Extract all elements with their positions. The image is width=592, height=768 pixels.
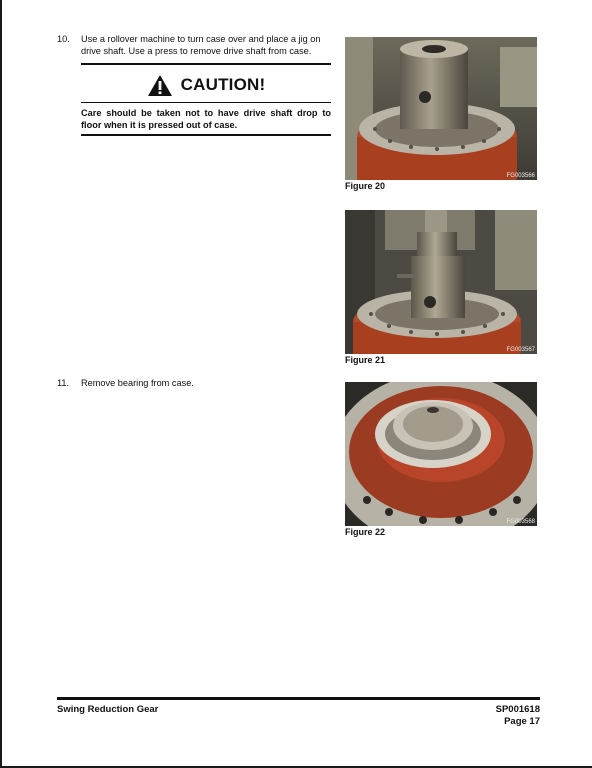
- figure-20-photo: [345, 37, 537, 180]
- step-text-line2: drive shaft. Use a press to remove drive shaft from case.: [81, 46, 312, 56]
- step-number: 11.: [57, 378, 70, 388]
- step-number: 10.: [57, 34, 70, 44]
- figure-id: FG003567: [506, 347, 535, 353]
- caution-mid-rule: [81, 102, 331, 103]
- figure-20-caption: Figure 20: [345, 181, 386, 191]
- caution-top-rule: [81, 63, 331, 65]
- warning-triangle-icon: [147, 74, 173, 97]
- footer-title: Swing Reduction Gear: [57, 704, 159, 715]
- step-11: [57, 377, 257, 391]
- caution-header: [81, 70, 331, 100]
- figure-22-caption: Figure 22: [345, 527, 386, 537]
- figure-21-caption: Figure 21: [345, 355, 386, 365]
- step-10: [57, 33, 337, 59]
- figure-id: FG003568: [506, 519, 535, 525]
- doc-number: SP001618: [495, 704, 540, 715]
- footer-rule: [57, 697, 540, 700]
- footer-page-info: [496, 704, 540, 728]
- page-number: Page 17: [504, 716, 540, 727]
- caution-text: Care should be taken not to have drive shaft drop to floor when it is pressed out of case.: [81, 108, 331, 130]
- figure-id: FG003566: [506, 173, 535, 179]
- figure-21-photo: [345, 210, 537, 354]
- caution-bottom-rule: [81, 134, 331, 136]
- step-text-line1: Use a rollover machine to turn case over and place a jig on: [81, 34, 321, 44]
- caution-title: CAUTION!: [180, 75, 266, 94]
- page-frame-left: [0, 0, 2, 768]
- step-text-line1: Remove bearing from case.: [81, 378, 194, 388]
- figure-22-photo: [345, 382, 537, 526]
